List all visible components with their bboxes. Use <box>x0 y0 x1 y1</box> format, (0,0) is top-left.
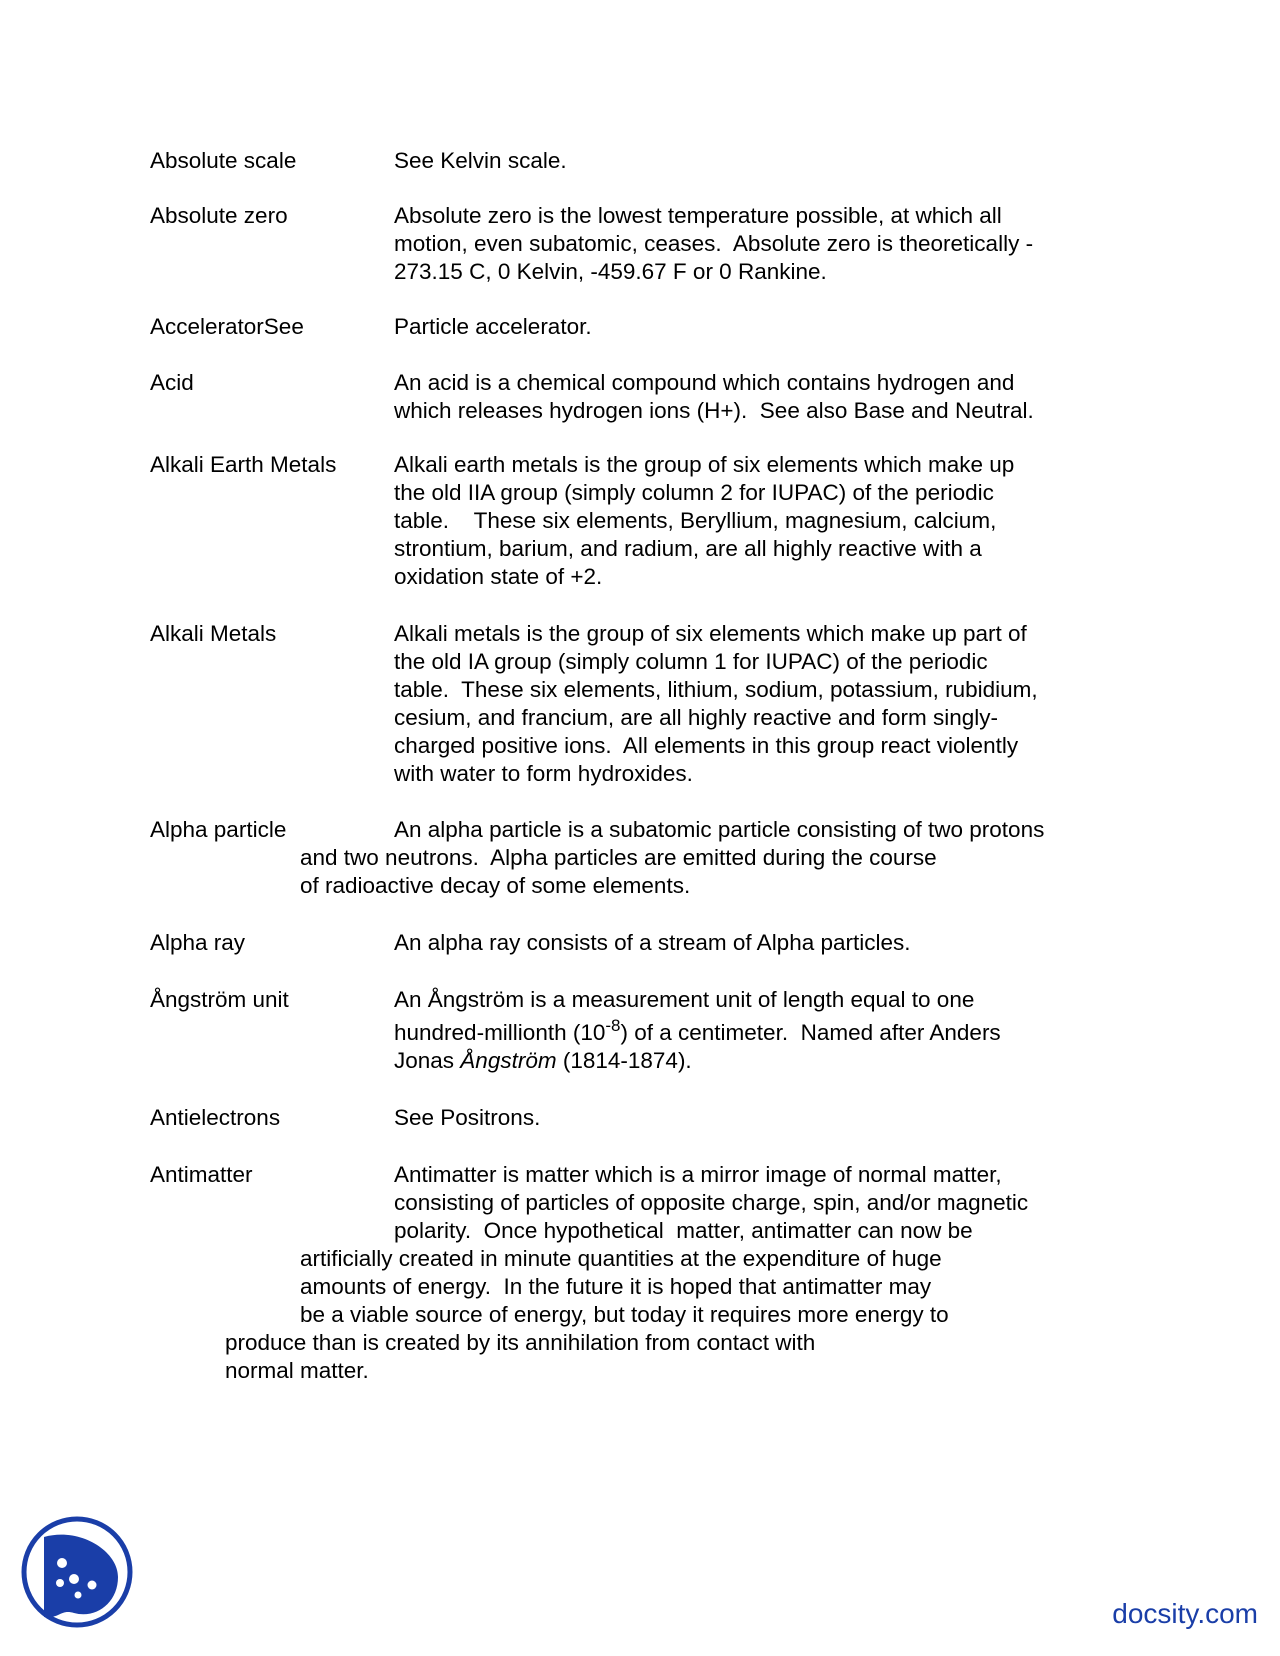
definition-line: charged positive ions. All elements in this group react violently <box>394 733 1019 758</box>
definition-line: An alpha particle is a subatomic particle consisting of two protons <box>394 817 1045 842</box>
definition-line: and two neutrons. Alpha particles are emitted during the course <box>300 845 937 870</box>
definition-line: See Kelvin scale. <box>394 148 567 173</box>
definition-line: table. These six elements, lithium, sodium, potassium, rubidium, <box>394 677 1038 702</box>
definition-line: 273.15 C, 0 Kelvin, -459.67 F or 0 Rankine. <box>394 259 827 284</box>
definition-line: the old IIA group (simply column 2 for IUPAC) of the periodic <box>394 480 994 505</box>
term-absolute-zero: Absolute zero <box>150 203 288 228</box>
term-absolute-scale: Absolute scale <box>150 148 297 173</box>
definition-line: See Positrons. <box>394 1105 541 1130</box>
definition-segment-italic: Ångström <box>460 1048 557 1073</box>
definition-line: artificially created in minute quantities at the expenditure of huge <box>300 1246 942 1271</box>
definition-line: normal matter. <box>225 1358 369 1383</box>
term-antimatter: Antimatter <box>150 1162 253 1187</box>
term-alkali-earth-metals: Alkali Earth Metals <box>150 452 337 477</box>
definition-line: An acid is a chemical compound which contains hydrogen and <box>394 370 1015 395</box>
definition-line: table. These six elements, Beryllium, magnesium, calcium, <box>394 508 997 533</box>
definition-line: polarity. Once hypothetical matter, antimatter can now be <box>394 1218 973 1243</box>
term-angstrom-unit: Ångström unit <box>150 987 289 1012</box>
definition-line <box>394 1047 692 1075</box>
term-accelerator: AcceleratorSee <box>150 314 304 339</box>
definition-line: oxidation state of +2. <box>394 564 603 589</box>
definition-segment: (1814-1874). <box>556 1048 692 1073</box>
definition-line: Alkali metals is the group of six elements which make up part of <box>394 621 1027 646</box>
definition-line: of radioactive decay of some elements. <box>300 873 691 898</box>
docsity-logo-icon[interactable] <box>20 1515 134 1629</box>
definition-line: Particle accelerator. <box>394 314 592 339</box>
term-antielectrons: Antielectrons <box>150 1105 281 1130</box>
definition-line: the old IA group (simply column 1 for IUPAC) of the periodic <box>394 649 988 674</box>
term-alpha-ray: Alpha ray <box>150 930 246 955</box>
definition-line: amounts of energy. In the future it is hoped that antimatter may <box>300 1274 932 1299</box>
term-alpha-particle: Alpha particle <box>150 817 287 842</box>
term-acid: Acid <box>150 370 194 395</box>
definition-line: Alkali earth metals is the group of six elements which make up <box>394 452 1015 477</box>
definition-line: which releases hydrogen ions (H+). See also Base and Neutral. <box>394 398 1034 423</box>
superscript-exponent: -8 <box>605 1016 621 1035</box>
definition-line: An alpha ray consists of a stream of Alpha particles. <box>394 930 911 955</box>
docsity-brand-link[interactable]: docsity.com <box>1112 1598 1258 1629</box>
definition-segment: ) of a centimeter. Named after Anders <box>620 1020 1001 1045</box>
definition-segment: Jonas <box>394 1048 461 1073</box>
definition-line: Antimatter is matter which is a mirror image of normal matter, <box>394 1162 1002 1187</box>
definition-line: Absolute zero is the lowest temperature possible, at which all <box>394 203 1002 228</box>
definition-line: strontium, barium, and radium, are all highly reactive with a <box>394 536 982 561</box>
definition-line <box>394 1016 1001 1047</box>
definition-line: motion, even subatomic, ceases. Absolute zero is theoretically - <box>394 231 1034 256</box>
definition-line: be a viable source of energy, but today it requires more energy to <box>300 1302 949 1327</box>
definition-line: produce than is created by its annihilation from contact with <box>225 1330 816 1355</box>
definition-line: An Ångström is a measurement unit of length equal to one <box>394 987 975 1012</box>
definition-line: with water to form hydroxides. <box>394 761 693 786</box>
definition-line: consisting of particles of opposite charge, spin, and/or magnetic <box>394 1190 1029 1215</box>
term-alkali-metals: Alkali Metals <box>150 621 277 646</box>
definition-line: cesium, and francium, are all highly reactive and form singly- <box>394 705 999 730</box>
definition-segment: hundred-millionth (10 <box>394 1020 606 1045</box>
docsity-logo-graphic <box>20 1515 134 1629</box>
